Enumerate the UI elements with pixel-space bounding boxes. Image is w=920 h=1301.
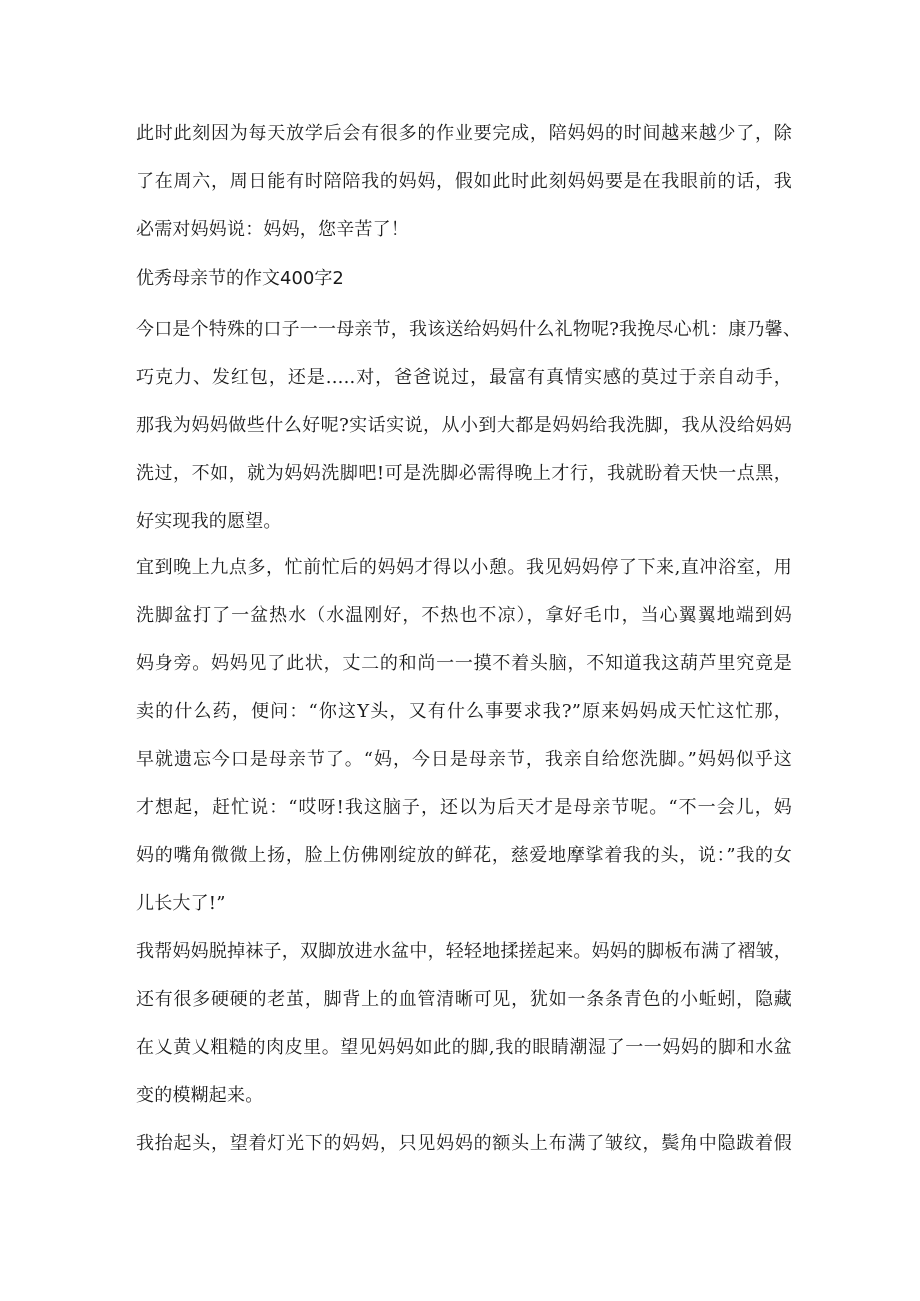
paragraph-line: 妈的嘴角微微上扬，脸上仿佛刚绽放的鲜花，慈爱地摩挲着我的头，说：”我的女 [136,845,792,866]
paragraph-line: 妈身旁。妈妈见了此状，丈二的和尚一一摸不着头脑，不知道我这葫芦里究竟是 [136,653,792,674]
paragraph-line: 在乂黄乂粗糙的肉皮里。望见妈妈如此的脚,我的眼睛潮湿了一一妈妈的脚和水盆 [136,1037,792,1058]
paragraph-line: 了在周六，周日能有时陪陪我的妈妈，假如此时此刻妈妈要是在我眼前的话，我 [136,171,792,192]
paragraph-line: 我抬起头，望着灯光下的妈妈，只见妈妈的额头上布满了皱纹，鬓角中隐跋着假 [136,1133,792,1154]
paragraph-line: 宜到晚上九点多，忙前忙后的妈妈才得以小憩。我见妈妈停了下来,直冲浴室，用 [136,557,792,578]
paragraph-line: 卖的什么药，便问：“你这Y头，又有什么事要求我?”原来妈妈成天忙这忙那， [136,701,792,722]
paragraph-line: 早就遗忘今口是母亲节了。“妈，今日是母亲节，我亲自给您洗脚。”妈妈似乎这 [136,749,792,770]
paragraph-line: 好实现我的愿望。 [136,511,282,532]
paragraph-line: 还有很多硬硬的老茧，脚背上的血管清晰可见，犹如一条条青色的小蚯蚓，隐藏 [136,989,792,1010]
paragraph-line: 此时此刻因为每天放学后会有很多的作业要完成，陪妈妈的时间越来越少了，除 [136,123,792,144]
paragraph-line: 才想起，赶忙说：“哎呀!我这脑子，还以为后天才是母亲节呢。“不一会儿，妈 [136,797,792,818]
paragraph-line: 洗脚盆打了一盆热水（水温刚好，不热也不凉），拿好毛巾，当心翼翼地端到妈 [136,605,792,626]
paragraph-line: 那我为妈妈做些什么好呢?实话实说，从小到大都是妈妈给我洗脚，我从没给妈妈 [136,415,792,436]
paragraph-line: 巧克力、发红包，还是.....对，爸爸说过，最富有真情实感的莫过于亲自动手， [136,367,792,388]
essay-heading: 优秀母亲节的作文400字2 [136,268,344,289]
paragraph-line: 今口是个特殊的口子一一母亲节，我该送给妈妈什么礼物呢?我挽尽心机：康乃馨、 [136,319,802,340]
paragraph-line: 我帮妈妈脱掉袜子，双脚放进水盆中，轻轻地揉搓起来。妈妈的脚板布满了褶皱， [136,941,792,962]
paragraph-line: 儿长大了!” [136,893,226,914]
paragraph-line: 洗过，不如，就为妈妈洗脚吧!可是洗脚必需得晚上才行，我就盼着天快一点黑， [136,463,792,484]
paragraph-line: 变的模糊起来。 [136,1085,264,1106]
paragraph-line: 必需对妈妈说：妈妈，您辛苦了！ [136,219,409,240]
